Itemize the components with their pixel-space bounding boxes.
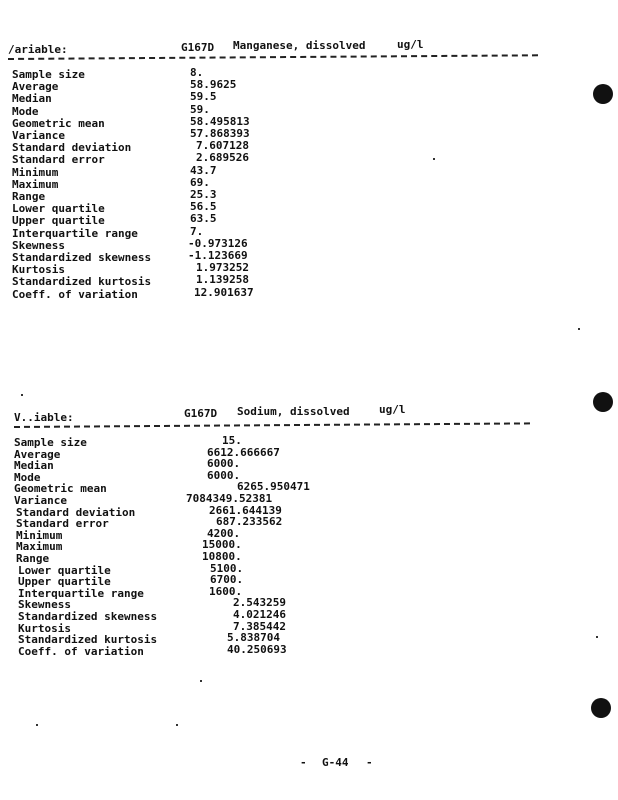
stat-label: Standardized kurtosis: [18, 633, 158, 646]
scan-speck: [596, 636, 598, 638]
stat-label: Standard deviation: [16, 506, 136, 519]
stat-label: Median: [12, 92, 52, 105]
stat-value: 63.5: [190, 212, 217, 225]
stat-label: Variance: [12, 129, 65, 142]
variable-units: ug/l: [397, 38, 424, 51]
stat-value: 6700.: [210, 573, 244, 586]
stat-value: 40.250693: [227, 643, 287, 656]
binder-hole: [593, 84, 613, 104]
stat-label: Upper quartile: [18, 575, 111, 588]
footer-dash-right: -: [366, 756, 373, 769]
stat-label: Skewness: [12, 239, 65, 252]
variable-label: V..iable:: [14, 411, 74, 424]
stat-label: Mode: [14, 471, 41, 484]
stat-label: Geometric mean: [14, 482, 107, 495]
stat-value: 2.689526: [196, 151, 249, 164]
stat-label: Maximum: [12, 178, 59, 191]
stat-value: 58.495813: [190, 115, 250, 128]
stat-value: 6000.: [207, 469, 241, 482]
stat-value: 59.5: [190, 90, 217, 103]
stat-label: Standardized skewness: [18, 610, 158, 623]
stat-label: Standard error: [16, 517, 109, 530]
stat-label: Interquartile range: [12, 227, 138, 240]
stat-value: 4.021246: [233, 608, 286, 621]
stat-value: 57.868393: [190, 127, 250, 140]
stat-label: Minimum: [16, 529, 63, 542]
stat-label: Mode: [12, 105, 39, 118]
stat-label: Minimum: [12, 166, 59, 179]
stat-label: Average: [12, 80, 59, 93]
stat-label: Coeff. of variation: [18, 645, 144, 658]
stat-value: 6000.: [207, 457, 241, 470]
scan-speck: [578, 328, 580, 330]
stat-label: Average: [14, 448, 61, 461]
variable-name: Manganese, dissolved: [233, 39, 366, 52]
stat-label: Upper quartile: [12, 214, 105, 227]
stat-label: Range: [16, 552, 50, 565]
stat-value: 7.385442: [233, 620, 286, 633]
stat-label: Kurtosis: [12, 263, 65, 276]
stat-value: -0.973126: [188, 237, 248, 250]
stat-label: Lower quartile: [18, 564, 111, 577]
variable-name: Sodium, dissolved: [237, 405, 350, 418]
variable-label: /ariable:: [8, 43, 68, 56]
stat-value: 4200.: [207, 527, 241, 540]
stat-value: 5100.: [210, 562, 244, 575]
stat-label: Maximum: [16, 540, 63, 553]
stat-value: 15.: [222, 434, 242, 447]
stat-label: Standard deviation: [12, 141, 132, 154]
stat-value: 8.: [190, 66, 204, 79]
stat-value: 25.3: [190, 188, 217, 201]
stat-value: 5.838704: [227, 631, 280, 644]
stat-value: 1600.: [209, 585, 243, 598]
scan-speck: [36, 724, 38, 726]
stat-value: 15000.: [202, 538, 242, 551]
stat-label: Sample size: [14, 436, 87, 449]
stat-value: 687.233562: [216, 515, 283, 528]
scan-speck: [21, 394, 23, 396]
variable-code: G167D: [184, 407, 218, 420]
stat-value: 10800.: [202, 550, 242, 563]
stat-value: 7084349.52381: [186, 492, 273, 505]
stat-label: Standardized skewness: [12, 251, 152, 264]
variable-units: ug/l: [379, 403, 406, 416]
stat-value: 59.: [190, 103, 210, 116]
scan-speck: [433, 158, 435, 160]
stat-value: 1.973252: [196, 261, 249, 274]
stat-label: Sample size: [12, 68, 85, 81]
binder-hole: [591, 698, 611, 718]
stat-value: 1.139258: [196, 273, 249, 286]
stat-value: 69.: [190, 176, 210, 189]
binder-hole: [593, 392, 613, 412]
stat-label: Standardized kurtosis: [12, 275, 152, 288]
stat-label: Range: [12, 190, 46, 203]
page-number: G-44: [322, 756, 349, 769]
stat-value: 58.9625: [190, 78, 237, 91]
stat-value: 12.901637: [194, 286, 254, 299]
stat-label: Geometric mean: [12, 117, 105, 130]
stat-value: 2661.644139: [209, 504, 282, 517]
stat-label: Skewness: [18, 598, 71, 611]
stat-label: Standard error: [12, 153, 105, 166]
stat-value: 7.607128: [196, 139, 249, 152]
stat-label: Variance: [14, 494, 67, 507]
scan-speck: [176, 724, 178, 726]
stat-label: Interquartile range: [18, 587, 144, 600]
stat-label: Kurtosis: [18, 622, 71, 635]
footer-dash-left: -: [300, 756, 307, 769]
stat-label: Lower quartile: [12, 202, 105, 215]
stat-value: 6265.950471: [237, 480, 310, 493]
stat-value: -1.123669: [188, 249, 248, 262]
scan-speck: [200, 680, 202, 682]
stat-value: 7.: [190, 225, 204, 238]
stat-value: 56.5: [190, 200, 217, 213]
stat-label: Coeff. of variation: [12, 288, 138, 301]
stat-label: Median: [14, 459, 54, 472]
stat-value: 2.543259: [233, 596, 286, 609]
variable-code: G167D: [181, 41, 215, 54]
stat-value: 6612.666667: [207, 446, 280, 459]
stat-value: 43.7: [190, 164, 217, 177]
